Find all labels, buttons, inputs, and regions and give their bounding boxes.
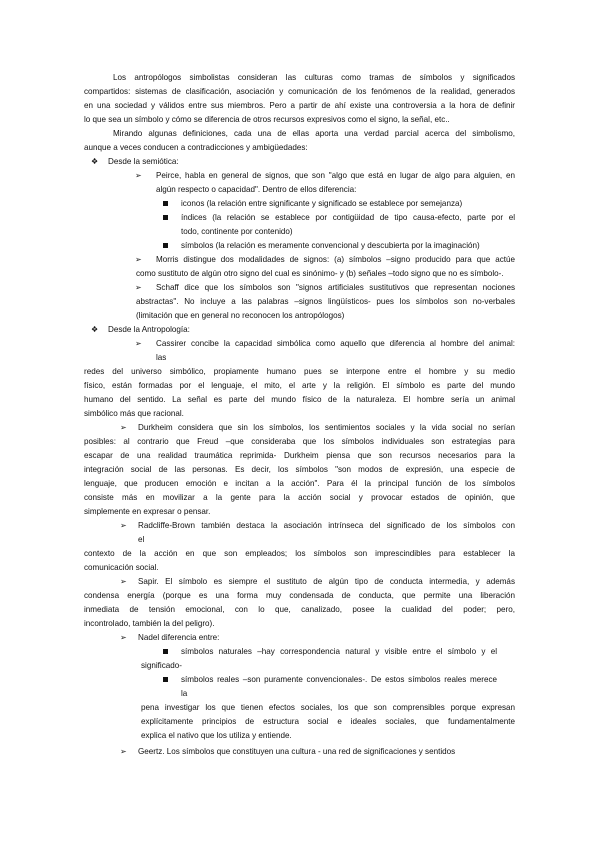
- paragraph-line: escapar de una realidad traumática reprimida- Durkheim piensa que son recursos necesarios para la: [84, 451, 515, 460]
- list-item: símbolos (la relación es meramente convencional y descubierta por la imaginación): [181, 241, 480, 250]
- paragraph-line: Durkheim considera que sin los símbolos, los sentimientos sociales y la vida social no serían: [138, 423, 515, 432]
- list-item: iconos (la relación entre significante y significado se establece por semejanza): [181, 199, 463, 208]
- paragraph-line: Morris distingue dos modalidades de signos: (a) símbolos –signo producido para que actúe: [156, 255, 515, 264]
- paragraph-line: condensa energía (porque es una forma muy condensada de conducta, que permite una liberación: [84, 591, 515, 600]
- diamond-bullet-icon: ❖: [91, 157, 99, 166]
- list-item: significado-: [141, 661, 182, 670]
- diamond-bullet-icon: ❖: [91, 325, 99, 334]
- paragraph-line: Mirando algunas definiciones, cada una de ellas aporta una verdad parcial acerca del simbolismo,: [113, 129, 515, 138]
- paragraph-line: Cassirer concibe la capacidad simbólica como aquello que diferencia al hombre del animal:: [156, 339, 515, 348]
- paragraph-line: Los antropólogos simbolistas consideran las culturas como tramas de símbolos y significados: [113, 73, 515, 82]
- square-bullet-icon: [163, 677, 168, 682]
- paragraph-line: simbólico más que racional.: [84, 409, 184, 418]
- list-item: explica el nativo que los utiliza y entiende.: [141, 731, 292, 740]
- arrow-bullet-icon: ➢: [135, 171, 142, 180]
- arrow-bullet-icon: ➢: [120, 423, 127, 432]
- paragraph-line: comunicación social.: [84, 563, 159, 572]
- paragraph-line: consiste más en movilizar a la gente para la acción social y provocar estados de opinión, que: [84, 493, 515, 502]
- paragraph-line: contexto de la acción en que son empleados; los símbolos son imprescindibles para establecer la: [84, 549, 515, 558]
- paragraph-line: incontrolado, también la del peligro).: [84, 619, 215, 628]
- square-bullet-icon: [163, 243, 168, 248]
- paragraph-line: humano del sentido. La señal es parte del mundo físico de la naturaleza. El hombre sería un animal: [84, 395, 515, 404]
- paragraph-line: (limitación que en general no reconocen los antropólogos): [136, 311, 345, 320]
- list-item: explícitamente principios de estructura social e ideales sociales, que fundamentalmente: [141, 717, 515, 726]
- paragraph-line: posibles: al contrario que Freud –que consideraba que los símbolos individuales son estrategias para: [84, 437, 515, 446]
- arrow-bullet-icon: ➢: [120, 747, 127, 756]
- arrow-bullet-icon: ➢: [135, 283, 142, 292]
- arrow-bullet-icon: ➢: [120, 521, 127, 530]
- paragraph-line: abstractas". No incluye a las palabras –signos lingüísticos- pues los símbolos son no-verbales: [136, 297, 515, 306]
- list-item: símbolos naturales –hay correspondencia natural y visible entre el símbolo y el: [181, 647, 497, 656]
- square-bullet-icon: [163, 201, 168, 206]
- paragraph-line: el: [138, 535, 145, 544]
- list-item: símbolos reales –son puramente convencionales-. De estos símbolos reales merece: [181, 675, 497, 684]
- section-heading: Desde la semiótica:: [108, 157, 179, 166]
- arrow-bullet-icon: ➢: [135, 255, 142, 264]
- paragraph-line: compartidos: sistemas de clasificación, asociación y comunicación de los fenómenos de la realidad, generados: [84, 87, 515, 96]
- paragraph-line: redes del universo simbólico, propiamente humano pues se interpone entre el hombre y su medio: [84, 367, 515, 376]
- paragraph-line: Sapir. El símbolo es siempre el sustituto de algún tipo de conducta intermedia, y además: [138, 577, 515, 586]
- list-item: pena investigar los que tienen efectos sociales, los que son comprensibles porque expresan: [141, 703, 515, 712]
- paragraph-line: integración social de las personas. Es decir, los símbolos "son modos de expresión, una especie de: [84, 465, 515, 474]
- paragraph-line: algún respecto o capacidad". Dentro de ellos diferencia:: [156, 185, 357, 194]
- list-item: la: [181, 689, 188, 698]
- paragraph-line: inmediata de tensión emocional, con lo que, canalizado, posee la cualidad del poder; pero,: [84, 605, 515, 614]
- arrow-bullet-icon: ➢: [120, 577, 127, 586]
- section-heading: Desde la Antropología:: [108, 325, 190, 334]
- paragraph-line: Schaff dice que los símbolos son "signos artificiales sustitutivos que representan nociones: [156, 283, 515, 292]
- paragraph-line: Nadel diferencia entre:: [138, 633, 220, 642]
- paragraph-line: Geertz. Los símbolos que constituyen una cultura - una red de significaciones y sentidos: [138, 747, 456, 756]
- paragraph-line: simplemente en expresar o pensar.: [84, 507, 211, 516]
- paragraph-line: las: [156, 353, 167, 362]
- paragraph-line: físico, están formadas por el lenguaje, el mito, el arte y la religión. El símbolo es parte del mundo: [84, 381, 515, 390]
- square-bullet-icon: [163, 215, 168, 220]
- paragraph-line: Peirce, habla en general de signos, que son "algo que está en lugar de algo para alguien, en: [156, 171, 515, 180]
- paragraph-line: lenguaje, que producen emoción e incitan a la acción". Para él la principal función de los símbolos: [84, 479, 515, 488]
- list-item: índices (la relación se establece por contigüidad de tipo causa-efecto, parte por el: [181, 213, 515, 222]
- arrow-bullet-icon: ➢: [120, 633, 127, 642]
- arrow-bullet-icon: ➢: [135, 339, 142, 348]
- paragraph-line: lo que sea un símbolo y cómo se diferencia de otros recursos expresivos como el signo, la señal, etc..: [84, 115, 450, 124]
- paragraph-line: como sustituto de algún otro signo del cual es sinónimo- y (b) señales –todo signo que no es símbolo-.: [136, 269, 504, 278]
- paragraph-line: aunque a veces conducen a contradicciones y ambigüedades:: [84, 143, 308, 152]
- list-item: todo, continente por contenido): [181, 227, 293, 236]
- paragraph-line: Radcliffe-Brown también destaca la asociación intrínseca del significado de los símbolos con: [138, 521, 515, 530]
- square-bullet-icon: [163, 649, 168, 654]
- paragraph-line: en una sociedad y válidos entre sus miembros. Pero a partir de ahí existe una controversia a la hora de definir: [84, 101, 515, 110]
